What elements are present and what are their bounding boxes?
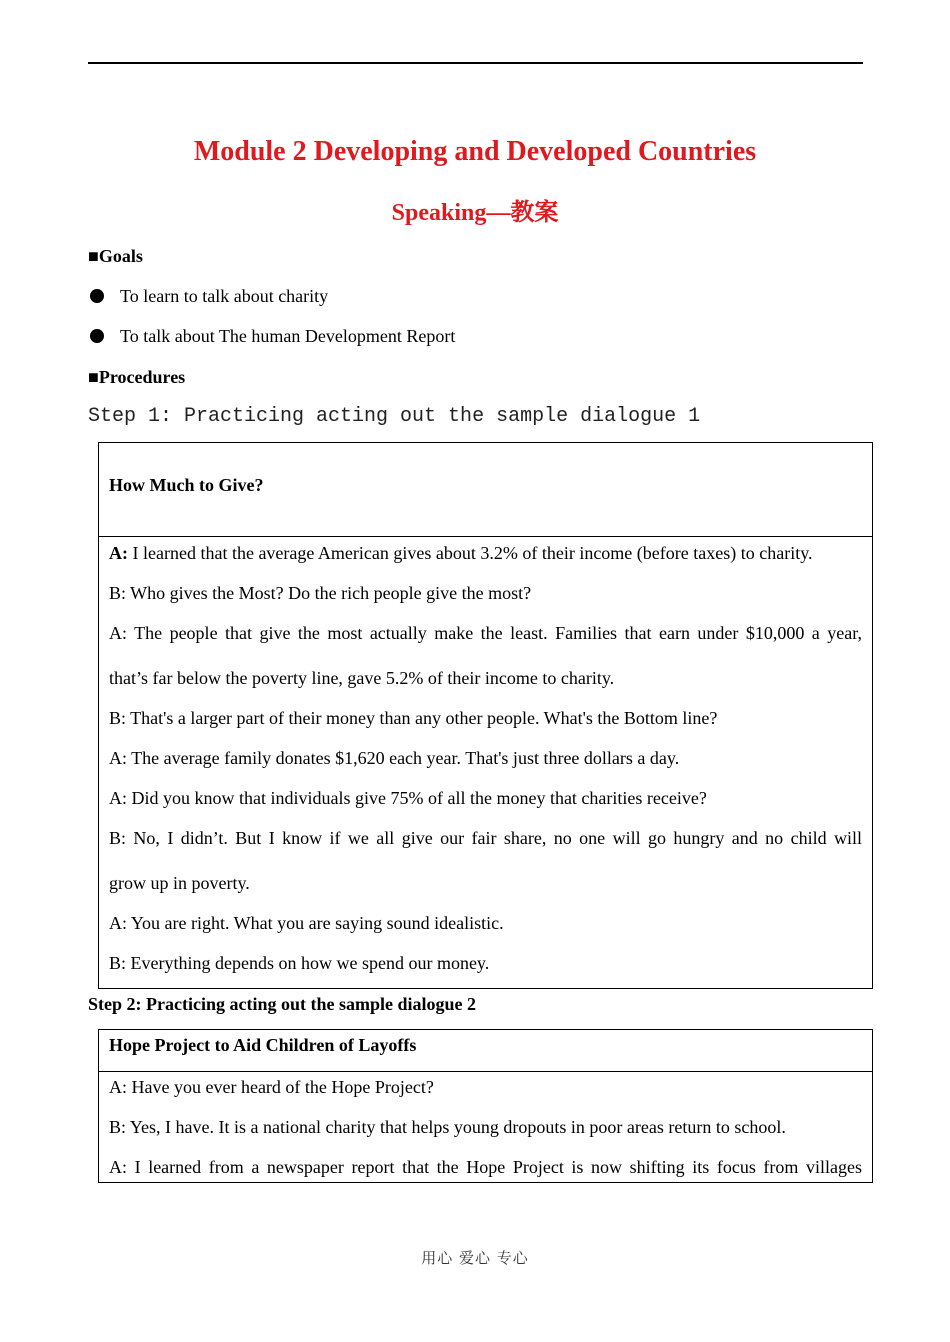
header-rule [88,62,863,64]
goals-heading: ■Goals [88,246,143,266]
page-subtitle: Speaking—教案 [391,200,559,226]
dialogue-line: A: I learned from a newspaper report that the Hope Project is now shifting its focus from villages [109,1157,862,1177]
dialogue-line: A: Did you know that individuals give 75% of all the money that charities receive? [109,788,707,808]
dialogue-line: B: No, I didn’t. But I know if we all give our fair share, no one will go hungry and no child will [109,828,862,848]
page-footer: 用心 爱心 专心 [421,1249,529,1267]
dialogue-line: A: Have you ever heard of the Hope Project? [109,1077,434,1097]
dialogue-line: B: Everything depends on how we spend our money. [109,953,490,973]
dialogue-line: B: That's a larger part of their money than any other people. What's the Bottom line? [109,708,718,728]
dialogue-box-1 [98,442,873,989]
dialogue-line: A: The average family donates $1,620 each year. That's just three dollars a day. [109,748,680,768]
speaker-label: A: [109,543,128,563]
goal-text: To learn to talk about charity [120,286,329,306]
filled-circle-icon [90,289,104,303]
page-title: Module 2 Developing and Developed Countries [193,136,757,167]
step1-label: Step 1: Practicing acting out the sample dialogue 1 [88,405,701,428]
dialogue-line: A: You are right. What you are saying sound idealistic. [109,913,504,933]
dialogue-line: B: Yes, I have. It is a national charity that helps young dropouts in poor areas return to school. [109,1117,786,1137]
dialogue-box-2 [98,1029,873,1183]
goal-item [88,284,328,308]
goal-item [88,324,455,348]
dialogue-line: grow up in poverty. [109,873,250,893]
dialogue-text: I learned that the average American gives about 3.2% of their income (before taxes) to charity. [128,543,813,563]
dialogue-box-1-title: How Much to Give? [99,443,872,537]
dialogue-line: B: Who gives the Most? Do the rich people give the most? [109,583,532,603]
dialogue-line: A: The people that give the most actually make the least. Families that earn under $10,000 a year, [109,623,862,643]
step2-label: Step 2: Practicing acting out the sample dialogue 2 [88,994,476,1014]
dialogue-box-2-title: Hope Project to Aid Children of Layoffs [99,1030,872,1072]
dialogue-line [109,541,862,565]
dialogue-line: that’s far below the poverty line, gave 5.2% of their income to charity. [109,668,615,688]
goal-text: To talk about The human Development Report [120,326,456,346]
procedures-heading: ■Procedures [88,367,186,387]
filled-circle-icon [90,329,104,343]
